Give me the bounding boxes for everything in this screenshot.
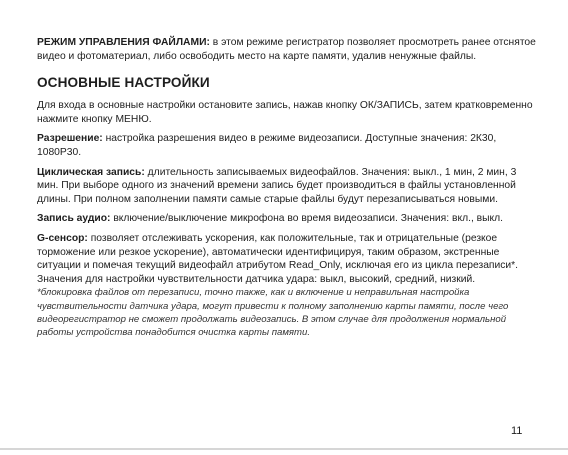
intro-paragraph — [37, 36, 537, 63]
setting-term: Циклическая запись: — [37, 166, 145, 178]
intro-term: РЕЖИМ УПРАВЛЕНИЯ ФАЙЛАМИ: — [37, 37, 210, 48]
setting-loop-recording — [37, 166, 537, 207]
setting-text: длительность записываемых видеофайлов. Значения: выкл., 1 мин, 2 мин, 3 мин. При выборе одного из значений времени запись будет производиться в файлы установленной длины. При полном заполнении памяти самые старые файлы будут перезаписываться новыми. — [37, 166, 517, 205]
intro-text: в этом режиме регистратор позволяет просмотреть ранее отснятое видео и фотоматериал, либо освободить место на карте памяти, удалив ненужные файлы. — [37, 37, 536, 62]
section-title: ОСНОВНЫЕ НАСТРОЙКИ — [37, 75, 210, 91]
setting-text: позволяет отслеживать ускорения, как положительные, так и отрицательные (резкое торможение или резкое ускорение), автоматически идентифицируя, таким образом, экстренные ситуации и помечая текущий видеофайл атрибутом Read_Only, исключая его из цикла перезаписи*. Значения для настройки чувствительности датчика удара: выкл, высокий, средний, низкий. — [37, 232, 519, 285]
page-number: 11 — [511, 425, 523, 437]
setting-term: Запись аудио: — [37, 213, 111, 225]
setting-term: Разрешение: — [37, 133, 103, 145]
section-lead: Для входа в основные настройки остановите запись, нажав кнопку ОК/ЗАПИСЬ, затем кратковременно нажмите кнопку МЕНЮ. — [37, 100, 533, 125]
bottom-divider — [0, 448, 568, 450]
manual-page — [37, 36, 537, 339]
setting-text: настройка разрешения видео в режиме видеозаписи. Доступные значения: 2К30, 1080Р30. — [37, 133, 497, 158]
setting-g-sensor — [37, 232, 537, 286]
setting-resolution — [37, 132, 537, 159]
setting-audio-recording — [37, 212, 537, 226]
footnote: *блокировка файлов от перезаписи, точно также, как и включение и неправильная настройка чувствительности датчика удара, могут привести к полному заполнению карты памяти, после чего видеорегистратор не сможет продолжать видеозапись. В этом случае для продолжения нормальной работы устройства понадобится очистка карты памяти. — [37, 287, 509, 338]
setting-text: включение/выключение микрофона во время видеозаписи. Значения: вкл., выкл. — [113, 213, 504, 225]
setting-term: G-сенсор: — [37, 232, 88, 244]
